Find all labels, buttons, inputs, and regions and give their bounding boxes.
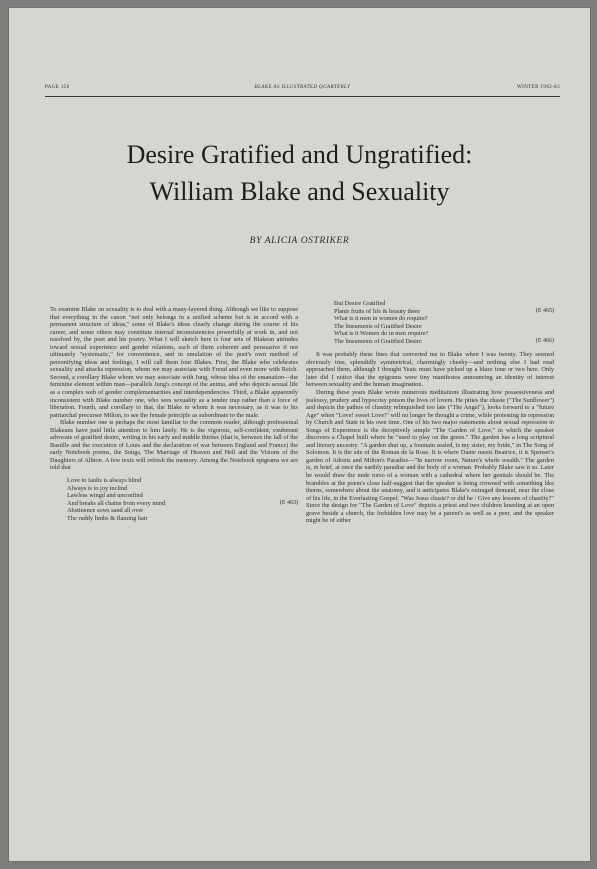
author-byline: BY ALICIA OSTRIKER <box>249 236 350 246</box>
verse-line: Plants fruits of life & beauty there (E 465) <box>334 307 554 315</box>
issue-date: WINTER 1982-83 <box>517 85 560 90</box>
verse-line: The ruddy limbs & flaming hair <box>67 514 148 522</box>
verse-quote <box>334 300 554 345</box>
title-line-1: Desire Gratified and Ungratified: <box>126 140 473 169</box>
right-column <box>306 300 554 525</box>
verse-line: What is it men in women do require? <box>334 315 428 323</box>
verse-quote <box>67 477 298 522</box>
page-number: PAGE 156 <box>45 85 70 90</box>
verse-line: But Desire Gratified <box>334 300 386 307</box>
paragraph: During these years Blake wrote numerous meditations illustrating how possessiveness and jealousy, prudery and hypocrisy poison the lives of lovers. He pities the chaste ("The Sunflower") and depicts the pathos of chastity relinquished too late ("The Angel"), looks forward to a "future Age" when "Love! sweet Love!" will no longer be thought a crime, while protesting its repression by Church and State in his own time. One of his two major statements about sexual repression in Songs of Experience is the deceptively simple "The Garden of Love," in which the speaker discovers a Chapel built where he "used to play on the green." The garden has a long scriptural and literary ancestry. "A garden shut up, a fountain sealed, is my sister, my bride," in The Song of Solomon. It is the site of the Roman de la Rose. It is where Dante meets Beatrice, it is Spenser's garden of Adonis and Milton's Paradise—"In narrow room, Nature's whole wealth." The garden is, in brief, at once the earthly paradise and the body of a woman. Probably Blake saw it so. Later he would draw the nude torso of a woman with a cathedral where her genitals should be. The brambles at the poem's close half-suggest that the speaker is being crowned with something like thorns, somewhere about the anatomy, and it anticipates Blake's outraged demand, near the close of his life, in the Everlasting Gospel: "Was Jesus chaste? or did he / Give any lessons of chastity?" Since the design for "The Garden of Love" depicts a priest and two children kneeling at an open grave beside a church, the forbidden love may be a parent's as well as a peer, and the speaker might be of either <box>306 389 554 525</box>
verse-line: What is it Women do in men require? <box>334 330 429 338</box>
verse-line: Love to faults is always blind <box>67 477 142 485</box>
verse-line: Abstinence sows sand all over <box>67 507 144 515</box>
paragraph: It was probably these lines that converted me to Blake when I was twenty. They seemed obviously true, splendidly symmetrical, charmingly cheeky—and nothing else I had read approached them, although I thought Yeats must have picked up a blaze tone or two here. Only later did I notice that the epigrams were tiny manifestos announcing an identity of interest between sexuality and the human imagination. <box>306 351 554 389</box>
verse-line: The lineaments of Gratified Desire <box>334 322 422 330</box>
title-line-2: William Blake and Sexuality <box>149 177 450 206</box>
citation: (E 466) <box>535 337 554 344</box>
verse-line: The lineaments of Gratified Desire (E 466) <box>334 337 554 345</box>
article-title <box>9 136 590 210</box>
journal-page <box>9 8 590 861</box>
journal-name: BLAKE AS ILLUSTRATED QUARTERLY <box>254 85 351 90</box>
verse-line: Always is to joy inclind <box>67 484 128 492</box>
citation: (E 465) <box>535 307 554 314</box>
header-rule <box>45 96 560 97</box>
paragraph: Blake number one is perhaps the most familiar to the common reader, although professional Blakeans have paid little attention to him lately. He is the vigorous, self-confident, exuberant advocate of gratified desire, writing in his early and middle thirties (that is, between the fall of the Bastille and the execution of Louis and the declaration of war between England and France) the early Notebook poems, the Songs, The Marriage of Heaven and Hell and the Visions of the Daughters of Albion. A few texts will refresh the memory. Among the Notebook epigrams we are told that <box>50 419 298 472</box>
left-column <box>50 306 298 526</box>
running-head <box>45 85 560 95</box>
verse-line: Lawless wingd and unconfind <box>67 492 143 500</box>
paragraph: To examine Blake on sexuality is to deal with a many-layered thing. Although we like to suppose that everything in the canon "not only belongs in a unified scheme but is in accord with a permanent structure of ideas," some of Blake's ideas clearly change during the course of his career, and some others may constitute internal inconsistencies powerfully at work in, and not resolved by, the poet and his poetry. What I will sketch here is four sets of Blakean attitudes toward sexual experience and gender relations, each of them coherent and persuasive if not ultimately "systematic," for convenience, and in emulation of the poet's own method of personifying ideas and feelings, I will call them four Blakes. First, the Blake who celebrates sexuality and attacks repression, whom we may associate with Freud and even more with Reich. Second, a corollary Blake whom we may associate with Jung, whose idea of the emanation—the feminine element within man—parallels Jung's concept of the anima, and who depicts sexual life as a complex web of gender complementarities and interdependencies. Third, a Blake apparently inconsistent with Blake number one, who sees sexuality as a tender trap rather than a force of liberation. Fourth, and corollary to that, the Blake to whom it was necessary, as it was to his patriarchal precursor Milton, to see the female principle as subordinate to the male. <box>50 306 298 419</box>
citation: (E 463) <box>279 499 298 506</box>
verse-line: And breaks all chains from every mind (E 463) <box>67 499 298 507</box>
